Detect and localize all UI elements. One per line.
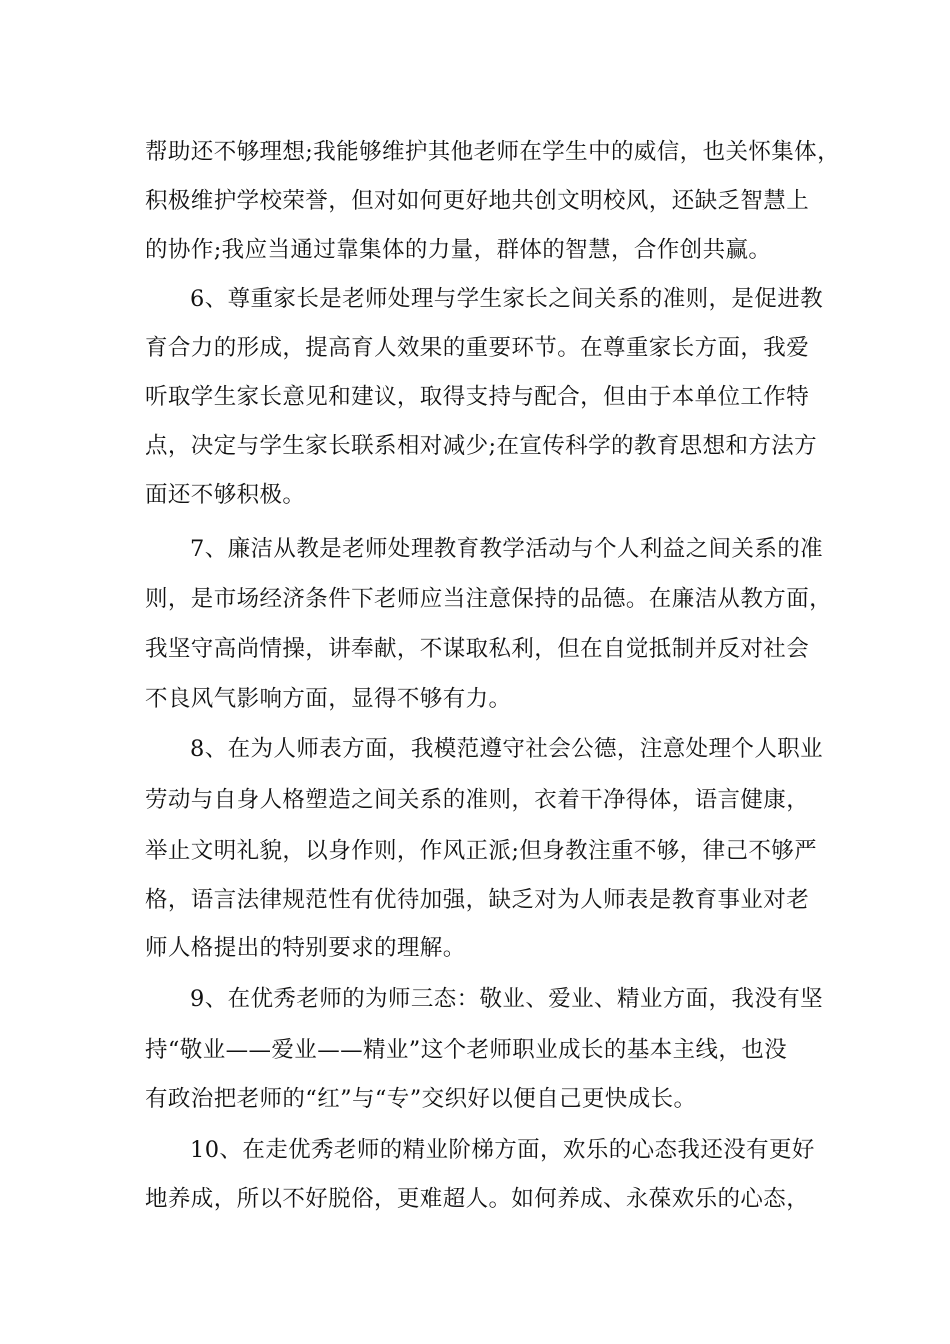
text-line: 师人格提出的特别要求的理解。: [145, 935, 466, 961]
text-line: 举止文明礼貌，以身作则，作风正派;但身教注重不够，律己不够严: [145, 838, 818, 864]
text-line: 听取学生家长意见和建议，取得支持与配合，但由于本单位工作特: [145, 384, 810, 410]
paragraph-6-start: 6、尊重家长是老师处理与学生家长之间关系的准则，是促进教: [190, 286, 824, 312]
text-line: 的协作;我应当通过靠集体的力量，群体的智慧，合作创共赢。: [145, 237, 772, 263]
text-line: 点，决定与学生家长联系相对减少;在宣传科学的教育思想和方法方: [145, 433, 818, 459]
text-line: 面还不够积极。: [145, 482, 306, 508]
paragraph-7-start: 7、廉洁从教是老师处理教育教学活动与个人利益之间关系的准: [190, 536, 824, 562]
text-line: 我坚守高尚情操，讲奉献，不谋取私利，但在自觉抵制并反对社会: [145, 636, 810, 662]
text-line: 育合力的形成，提高育人效果的重要环节。在尊重家长方面，我爱: [145, 335, 810, 361]
text-line: 则，是市场经济条件下老师应当注意保持的品德。在廉洁从教方面，: [145, 586, 833, 612]
text-line: 格，语言法律规范性有优待加强，缺乏对为人师表是教育事业对老: [145, 887, 810, 913]
text-line: 帮助还不够理想;我能够维护其他老师在学生中的威信，也关怀集体，: [145, 139, 840, 165]
text-line: 劳动与自身人格塑造之间关系的准则，衣着干净得体，语言健康，: [145, 787, 810, 813]
text-line: 有政治把老师的“红”与“专”交织好以便自己更快成长。: [145, 1086, 697, 1112]
text-line: 持“敬业——爱业——精业”这个老师职业成长的基本主线，也没: [145, 1037, 788, 1063]
text-line: 不良风气影响方面，显得不够有力。: [145, 686, 512, 712]
text-line: 地养成，所以不好脱俗，更难超人。如何养成、永葆欢乐的心态，: [145, 1186, 810, 1212]
paragraph-9-start: 9、在优秀老师的为师三态：敬业、爱业、精业方面，我没有坚: [190, 986, 824, 1012]
text-line: 积极维护学校荣誉，但对如何更好地共创文明校风，还缺乏智慧上: [145, 188, 810, 214]
paragraph-8-start: 8、在为人师表方面，我模范遵守社会公德，注意处理个人职业: [190, 736, 824, 762]
paragraph-10-start: 10、在走优秀老师的精业阶梯方面，欢乐的心态我还没有更好: [190, 1137, 815, 1163]
